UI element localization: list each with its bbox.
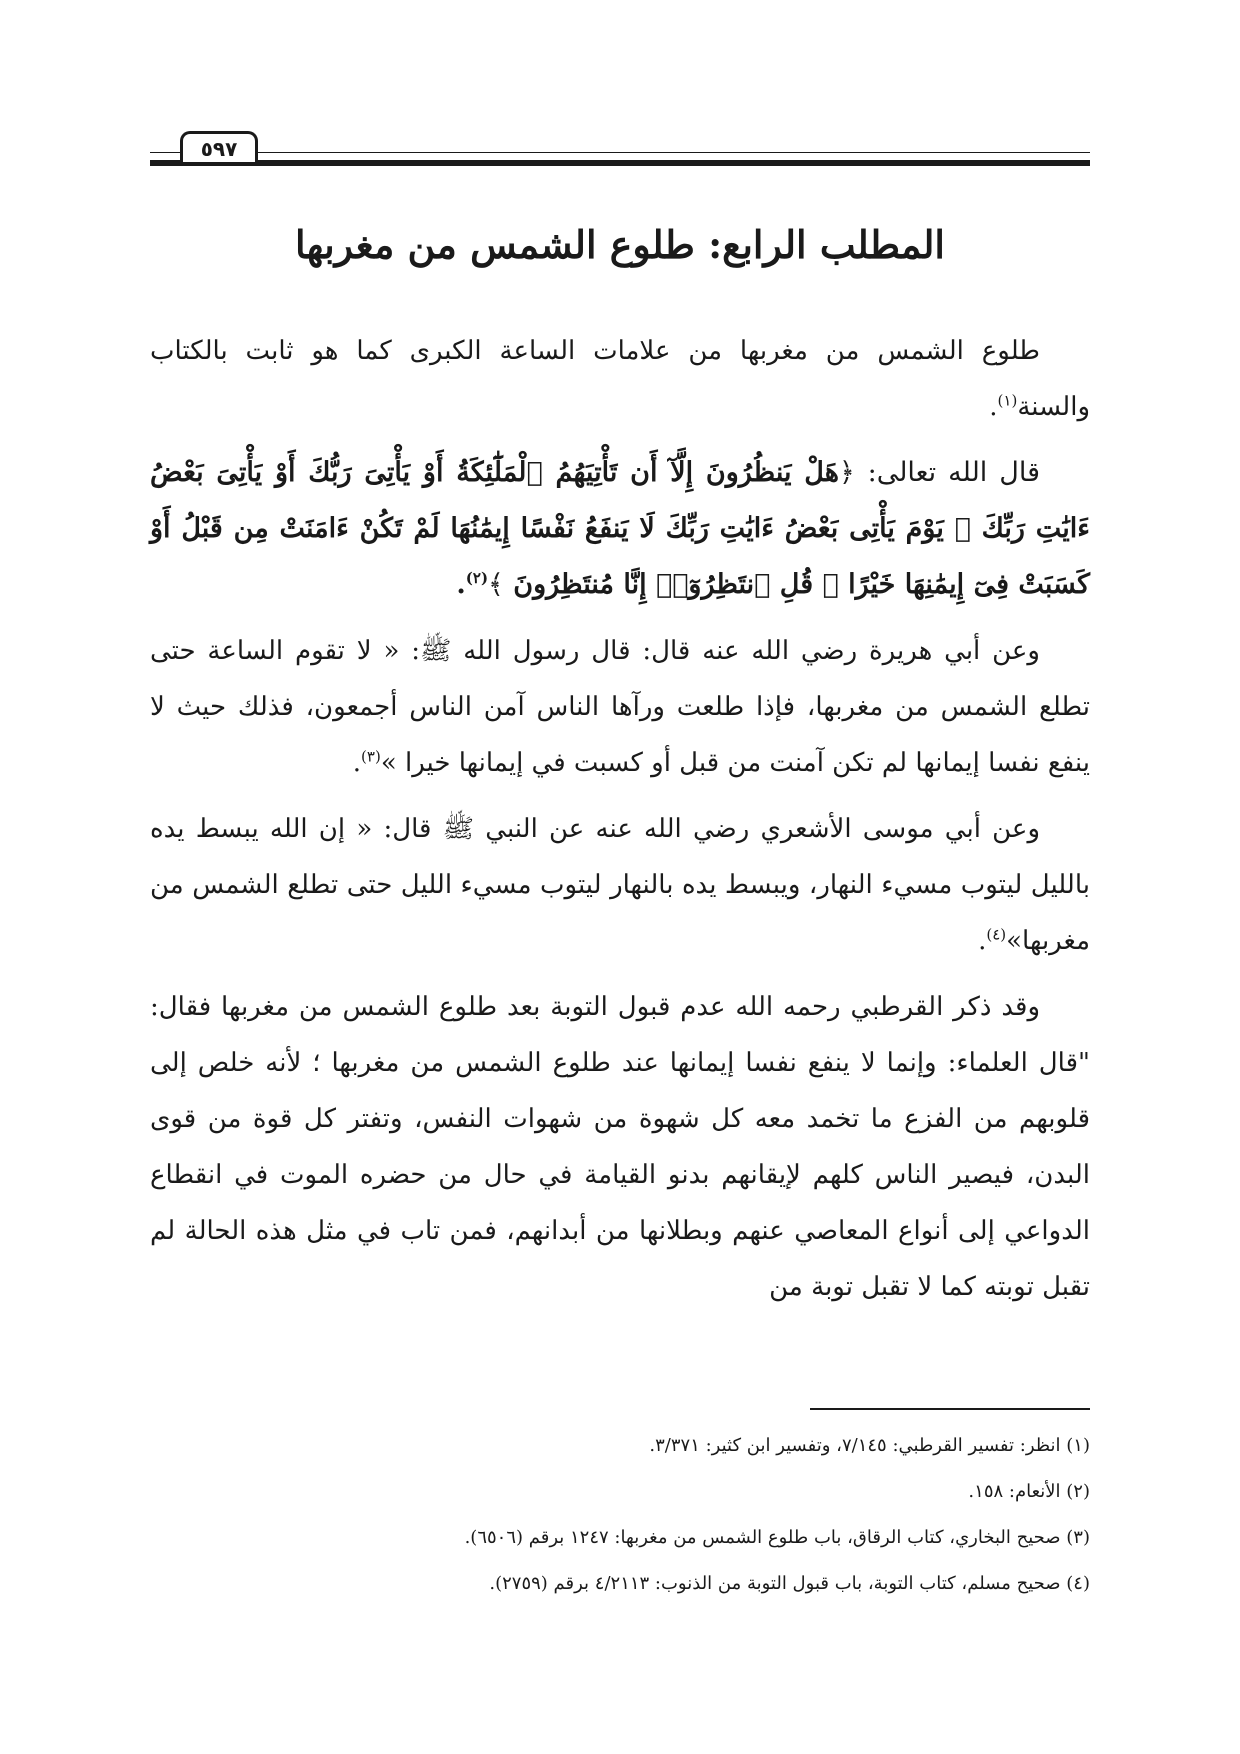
paragraph-1-text: طلوع الشمس من مغربها من علامات الساعة الكبرى كما هو ثابت بالكتاب والسنة xyxy=(150,336,1090,423)
quran-close-bracket: ﴾ xyxy=(488,569,504,601)
footnote-3: (٣) صحيح البخاري، كتاب الرقاق، باب طلوع الشمس من مغربها: ١٢٤٧ برقم (٦٥٠٦). xyxy=(464,1527,1090,1548)
paragraph-2-end: . xyxy=(456,569,466,601)
footnote-ref-3: (٣) xyxy=(361,747,381,766)
footnote-ref-4: (٤) xyxy=(986,925,1007,944)
paragraph-3-end: . xyxy=(352,748,362,779)
section-title: المطلب الرابع: طلوع الشمس من مغربها xyxy=(295,222,945,267)
quran-verse: هَلْ يَنظُرُونَ إِلَّآ أَن تَأْتِيَهُمُ ٱلْمَلَٰٓئِكَةُ أَوْ يَأْتِىَ رَبُّكَ أَوْ يَأْتِىَ بَعْضُ ءَايَٰتِ رَبِّكَ ۗ يَوْمَ يَأْتِى بَعْضُ ءَايَٰتِ رَبِّكَ لَا يَنفَعُ نَفْسًا إِيمَٰنُهَا لَمْ تَكُنْ ءَامَنَتْ مِن قَبْلُ أَوْ كَسَبَتْ فِىٓ إِيمَٰنِهَا خَيْرًا ۗ قُلِ ٱنتَظِرُوٓا۟ إِنَّا مُنتَظِرُونَ xyxy=(150,457,1090,601)
footnote-ref-1: (١) xyxy=(997,391,1018,410)
quran-intro: قال الله تعالى: xyxy=(867,457,1041,489)
paragraph-1 xyxy=(150,323,1090,435)
footnote-4: (٤) صحيح مسلم، كتاب التوبة، باب قبول التوبة من الذنوب: ٤/٢١١٣ برقم (٢٧٥٩). xyxy=(489,1573,1090,1594)
paragraph-2-quran xyxy=(150,445,1090,613)
header-rule-thin xyxy=(150,152,1090,153)
paragraph-4 xyxy=(150,801,1090,969)
header-rule xyxy=(150,160,1090,166)
paragraph-3 xyxy=(150,623,1090,791)
footnote-separator xyxy=(810,1408,1090,1410)
footnote-2: (٢) الأنعام: ١٥٨. xyxy=(968,1481,1090,1502)
footnote-1: (١) انظر: تفسير القرطبي: ٧/١٤٥، وتفسير ابن كثير: ٣/٣٧١. xyxy=(649,1435,1090,1456)
paragraph-4-text: وعن أبي موسى الأشعري رضي الله عنه عن النبي ﷺ قال: « إن الله يبسط يده بالليل ليتوب مسيء النهار، ويبسط يده بالنهار ليتوب مسيء الليل حتى تطلع الشمس من مغربها» xyxy=(150,814,1090,957)
page-number: ٥٩٧ xyxy=(180,131,258,162)
main-content xyxy=(150,190,1090,1325)
paragraph-1-end: . xyxy=(989,392,998,423)
footnotes xyxy=(150,1428,1090,1612)
paragraph-4-end: . xyxy=(978,926,987,957)
quran-open-bracket: ﴿ xyxy=(838,457,855,489)
paragraph-5: وقد ذكر القرطبي رحمه الله عدم قبول التوبة بعد طلوع الشمس من مغربها فقال: "قال العلماء: وإنما لا ينفع نفسا إيمانها عند طلوع الشمس من مغربها ؛ لأنه خلص إلى قلوبهم من الفزع ما تخمد معه كل شهوة من شهوات النفس، وتفتر كل قوة من قوى البدن، فيصير الناس كلهم لإيقانهم بدنو القيامة في حال من حضره الموت في انقطاع الدواعي إلى أنواع المعاصي عنهم وبطلانها من أبدانهم، فمن تاب في مثل هذه الحالة لم تقبل توبته كما لا تقبل توبة من xyxy=(150,992,1090,1303)
footnote-ref-2: (٢) xyxy=(465,569,489,588)
paragraph-3-text: وعن أبي هريرة رضي الله عنه قال: قال رسول الله ﷺ: « لا تقوم الساعة حتى تطلع الشمس من مغربها، فإذا طلعت ورآها الناس آمن الناس أجمعون، فذلك حيث لا ينفع نفسا إيمانها لم تكن آمنت من قبل أو كسبت في إيمانها خيرا » xyxy=(150,636,1090,779)
